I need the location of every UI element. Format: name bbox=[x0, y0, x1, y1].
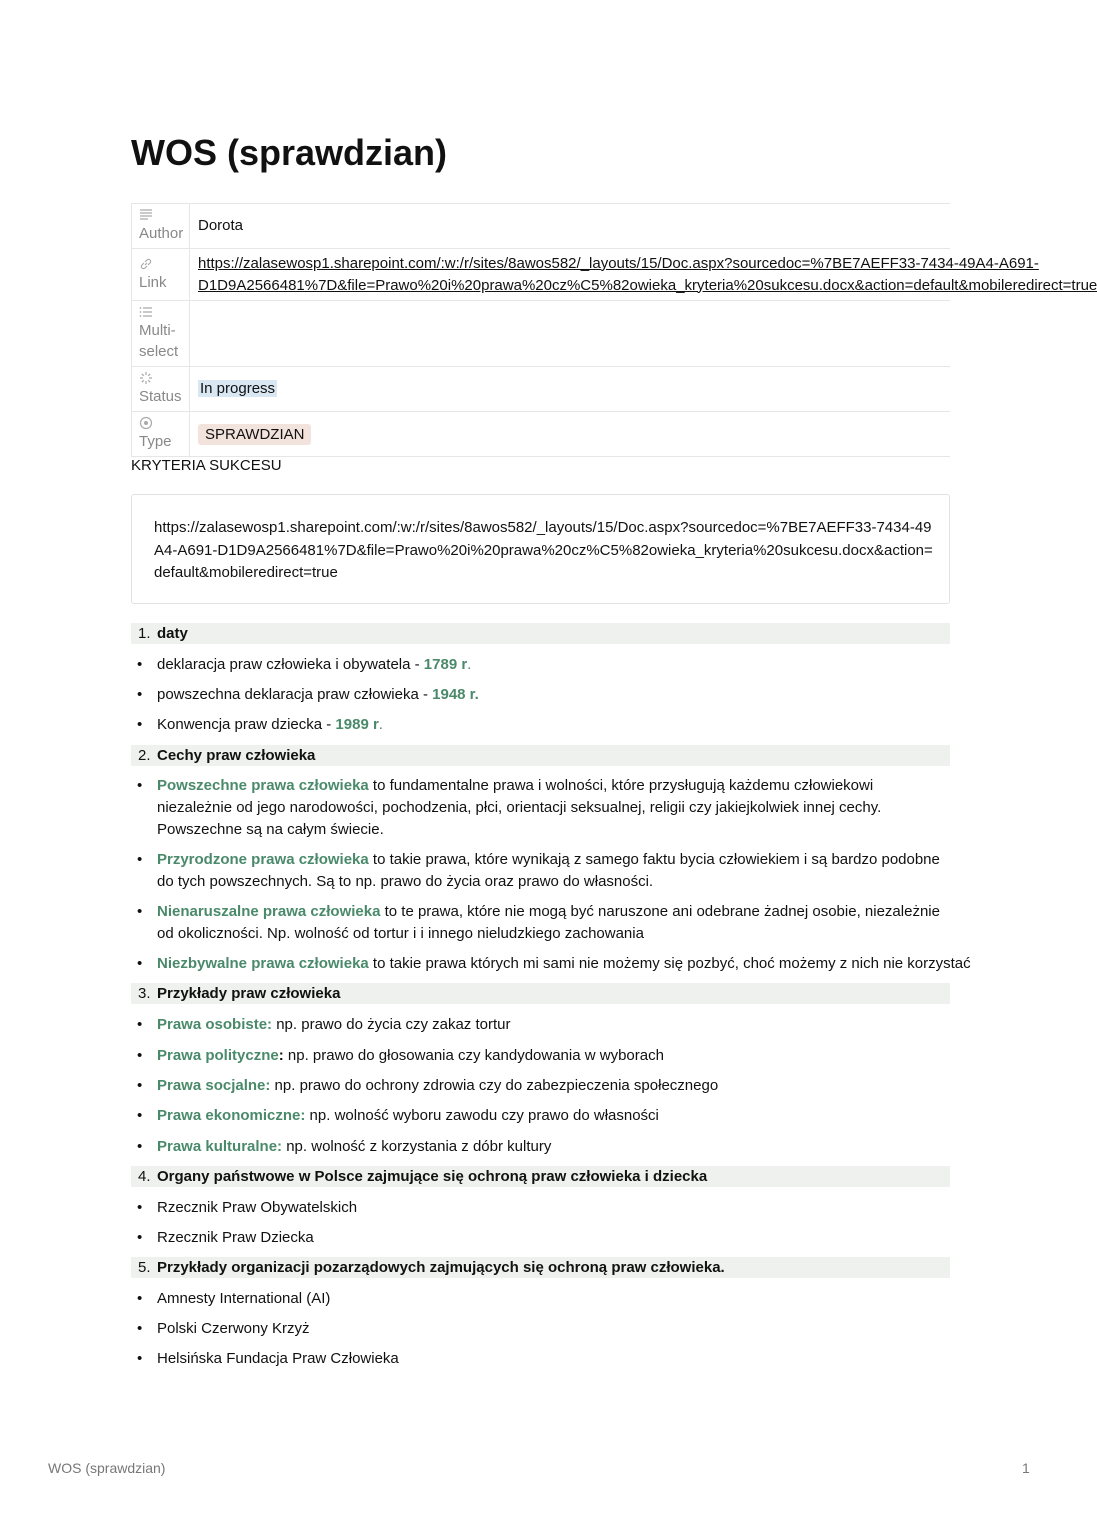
properties-table bbox=[131, 203, 1097, 457]
list-item: • Prawa ekonomiczne: np. wolność wyboru zawodu czy prawo do własności bbox=[157, 1105, 949, 1127]
loading-icon bbox=[139, 371, 153, 385]
property-label-type: Type bbox=[132, 412, 190, 457]
property-label-link: Link bbox=[132, 249, 190, 301]
callout-url[interactable]: https://zalasewosp1.sharepoint.com/:w:/r/sites/8awos582/_layouts/15/Doc.aspx?sourcedoc=%7BE7AEFF33-7434-49A4-A691-D1D9A2566481%7D&file=Prawo%20i%20prawa%20cz%C5%82owieka_kryteria%20sukcesu.docx&action=default&mobileredirect=true bbox=[154, 519, 933, 581]
list-item: • deklaracja praw człowieka i obywatela - 1789 r. bbox=[157, 654, 949, 676]
list-item: • powszechna deklaracja praw człowieka - 1948 r. bbox=[157, 684, 949, 706]
link-icon bbox=[139, 257, 153, 271]
list-item: • Prawa socjalne: np. prawo do ochrony zdrowia czy do zabezpieczenia społecznego bbox=[157, 1075, 949, 1097]
property-label-status: Status bbox=[132, 367, 190, 412]
author-value: Dorota bbox=[198, 217, 244, 234]
property-row-author bbox=[132, 204, 951, 249]
type-badge: SPRAWDZIAN bbox=[198, 424, 311, 445]
callout-box bbox=[131, 494, 950, 604]
list-item: • Prawa polityczne: np. prawo do głosowania czy kandydowania w wyborach bbox=[157, 1045, 949, 1067]
status-badge: In progress bbox=[200, 380, 276, 397]
list-item: • Amnesty International (AI) bbox=[157, 1288, 949, 1310]
property-row-type bbox=[132, 412, 951, 457]
section-heading: 3. Przykłady praw człowieka bbox=[131, 983, 950, 1004]
property-label-author: Author bbox=[132, 204, 190, 249]
section-heading: 2. Cechy praw człowieka bbox=[131, 745, 950, 766]
list-item: • Nienaruszalne prawa człowieka to te prawa, które nie mogą być naruszone ani odebrane żadnej osobie, niezależnie od okoliczności. Np. wolność od tortur i i innego nieludzkiego zachowania bbox=[157, 901, 949, 945]
page-number: 1 bbox=[1022, 1460, 1030, 1476]
list-item: • Rzecznik Praw Obywatelskich bbox=[157, 1197, 949, 1219]
list-item: • Polski Czerwony Krzyż bbox=[157, 1318, 949, 1340]
circle-dot-icon bbox=[139, 416, 153, 430]
property-row-link bbox=[132, 249, 951, 301]
criteria-heading: KRYTERIA SUKCESU bbox=[131, 457, 282, 474]
section-heading: 1. daty bbox=[131, 623, 950, 644]
link-value[interactable] bbox=[198, 253, 1097, 297]
page-title: WOS (sprawdzian) bbox=[131, 132, 448, 173]
list-item: • Prawa osobiste: np. prawo do życia czy zakaz tortur bbox=[157, 1014, 949, 1036]
section-heading: 5. Przykłady organizacji pozarządowych zajmujących się ochroną praw człowieka. bbox=[131, 1257, 950, 1278]
lines-icon bbox=[139, 208, 153, 222]
list-item: • Helsińska Fundacja Praw Człowieka bbox=[157, 1348, 949, 1370]
list-item: • Powszechne prawa człowieka to fundamentalne prawa i wolności, które przysługują każdemu człowiekowi niezależnie od jego narodowości, pochodzenia, płci, orientacji seksualnej, religii czy jakiejkolwiek innej cechy. Powszechne są na całym świecie. bbox=[157, 775, 949, 841]
list-item: • Rzecznik Praw Dziecka bbox=[157, 1227, 949, 1249]
section-heading: 4. Organy państwowe w Polsce zajmujące się ochroną praw człowieka i dziecka bbox=[131, 1166, 950, 1187]
property-label-multiselect: Multi-select bbox=[132, 301, 190, 367]
list-item: • Niezbywalne prawa człowieka to takie prawa których mi sami nie możemy się pozbyć, choć możemy z nich nie korzystać bbox=[157, 953, 949, 975]
link-url-line-2[interactable]: D1D9A2566481%7D&file=Prawo%20i%20prawa%20cz%C5%82owieka_kryteria%20sukcesu.docx&action=default&mobileredirect=true bbox=[198, 276, 1097, 294]
footer-title: WOS (sprawdzian) bbox=[48, 1460, 166, 1476]
link-url-line-1[interactable]: https://zalasewosp1.sharepoint.com/:w:/r/sites/8awos582/_layouts/15/Doc.aspx?sourcedoc=%7BE7AEFF33-7434-49A4-A691- bbox=[198, 254, 1039, 272]
property-row-multiselect bbox=[132, 301, 951, 367]
list-item: • Przyrodzone prawa człowieka to takie prawa, które wynikają z samego faktu bycia człowiekiem i są bardzo podobne do tych powszechnych. Są to np. prawo do życia oraz prawo do własności. bbox=[157, 849, 949, 893]
property-row-status bbox=[132, 367, 951, 412]
list-icon bbox=[139, 305, 153, 319]
list-item: • Konwencja praw dziecka - 1989 r. bbox=[157, 714, 949, 736]
list-item: • Prawa kulturalne: np. wolność z korzystania z dóbr kultury bbox=[157, 1136, 949, 1158]
